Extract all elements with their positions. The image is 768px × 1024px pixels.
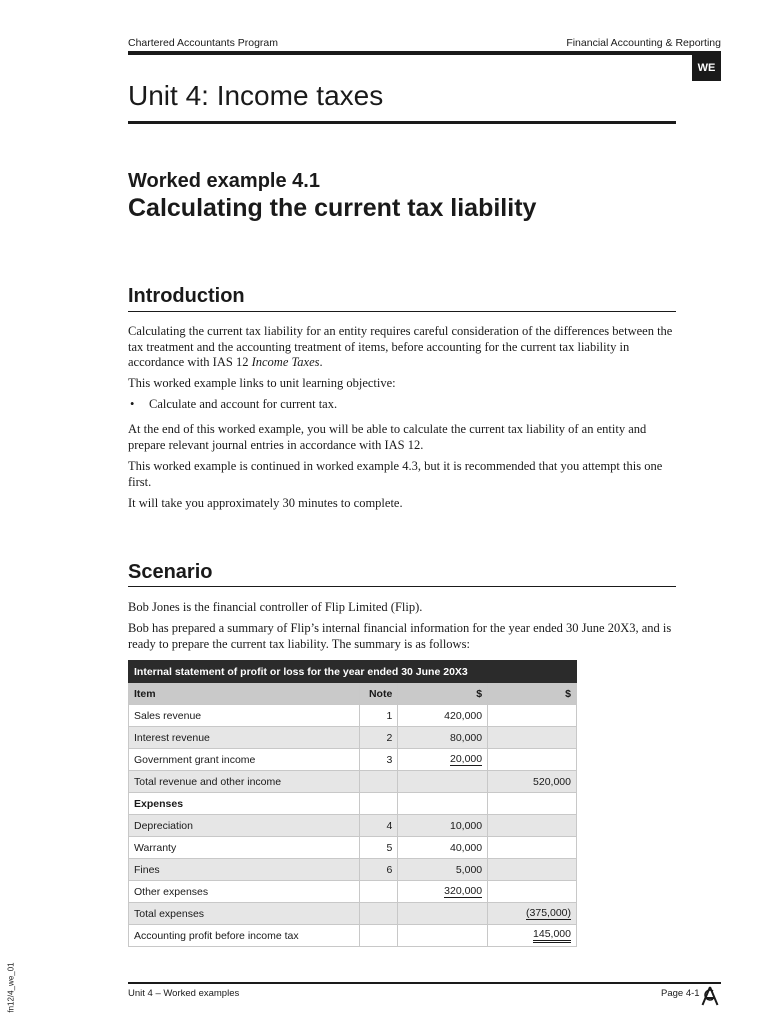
row-note: 3: [360, 749, 398, 771]
unit-title: Unit 4: Income taxes: [128, 80, 384, 111]
table-row: [129, 727, 577, 749]
row-amount: [398, 925, 488, 947]
row-note: [360, 925, 398, 947]
introduction-rule: [128, 311, 676, 312]
row-amount: 420,000: [398, 705, 488, 727]
table-row: [129, 771, 577, 793]
row-total: [488, 793, 577, 815]
row-total: [488, 727, 577, 749]
row-total: [488, 815, 577, 837]
row-item: Depreciation: [129, 815, 360, 837]
underlined-amount: 20,000: [450, 753, 483, 765]
underlined-amount: 320,000: [444, 885, 483, 897]
row-item: Expenses: [129, 793, 360, 815]
row-item: Other expenses: [129, 881, 360, 903]
row-amount: 80,000: [398, 727, 488, 749]
header-program: Chartered Accountants Program: [128, 37, 278, 49]
table-row: [129, 859, 577, 881]
row-item: Interest revenue: [129, 727, 360, 749]
row-note: 5: [360, 837, 398, 859]
header-item: Item: [129, 683, 360, 705]
row-amount: 10,000: [398, 815, 488, 837]
table-row: [129, 925, 577, 947]
row-total: [488, 881, 577, 903]
row-note: [360, 881, 398, 903]
header-amount: $: [398, 683, 488, 705]
table-row: [129, 815, 577, 837]
row-item: Accounting profit before income tax: [129, 925, 360, 947]
header-total: $: [488, 683, 577, 705]
row-note: [360, 793, 398, 815]
row-total: [488, 925, 577, 947]
table-row: [129, 749, 577, 771]
intro-paragraph-4: This worked example is continued in worked example 4.3, but it is recommended that you attempt this one first.: [128, 459, 663, 489]
row-note: 1: [360, 705, 398, 727]
table-row: [129, 837, 577, 859]
table-row: [129, 793, 577, 815]
row-total: 520,000: [488, 771, 577, 793]
row-item: Total revenue and other income: [129, 771, 360, 793]
header-note: Note: [360, 683, 398, 705]
table-row: [129, 881, 577, 903]
row-amount: [398, 903, 488, 925]
row-total: [488, 749, 577, 771]
worked-example-label: Worked example 4.1: [128, 170, 320, 192]
introduction-heading: Introduction: [128, 285, 245, 307]
header-rule: [128, 51, 721, 55]
learning-objective: Calculate and account for current tax.: [149, 397, 338, 411]
intro-paragraph-2: This worked example links to unit learning objective:: [128, 376, 396, 390]
table-row: [129, 903, 577, 925]
row-item: Sales revenue: [129, 705, 360, 727]
scenario-paragraph-2: Bob has prepared a summary of Flip’s internal financial information for the year ended 30 June 20X3, and is ready to prepare the current tax liability. The summary is as follows:: [128, 621, 672, 651]
footer-page-number: Page 4-1: [661, 988, 700, 999]
footer-unit: Unit 4 – Worked examples: [128, 988, 240, 999]
profit-loss-table: [128, 660, 577, 947]
row-note: 2: [360, 727, 398, 749]
row-amount: [398, 771, 488, 793]
row-total: [488, 859, 577, 881]
header-subject: Financial Accounting & Reporting: [566, 37, 721, 49]
double-underlined-total: 145,000: [533, 928, 571, 943]
scenario-paragraph-1: Bob Jones is the financial controller of Flip Limited (Flip).: [128, 600, 423, 614]
underlined-total: (375,000): [526, 907, 571, 919]
table-header-row: [129, 683, 577, 705]
row-item: Government grant income: [129, 749, 360, 771]
row-item: Warranty: [129, 837, 360, 859]
footer-rule: [128, 982, 721, 984]
row-item: Fines: [129, 859, 360, 881]
row-note: 4: [360, 815, 398, 837]
intro-paragraph-1: Calculating the current tax liability for an entity requires careful consideration of the differences between the tax treatment and the accounting treatment of items, before accounting for the current tax liability in accordance with IAS 12 Income Taxes.: [128, 324, 673, 369]
table-caption: Internal statement of profit or loss for the year ended 30 June 20X3: [129, 661, 577, 683]
row-note: 6: [360, 859, 398, 881]
bullet-icon: •: [130, 397, 135, 411]
worked-example-title: Calculating the current tax liability: [128, 194, 537, 222]
scenario-heading: Scenario: [128, 561, 213, 583]
row-note: [360, 771, 398, 793]
row-item: Total expenses: [129, 903, 360, 925]
row-note: [360, 903, 398, 925]
scenario-rule: [128, 586, 676, 587]
row-amount: [398, 793, 488, 815]
row-amount: 5,000: [398, 859, 488, 881]
row-total: [488, 903, 577, 925]
intro-paragraph-5: It will take you approximately 30 minutes to complete.: [128, 496, 403, 510]
intro-paragraph-3: At the end of this worked example, you will be able to calculate the current tax liability of an entity and prepare relevant journal entries in accordance with IAS 12.: [128, 422, 647, 452]
worked-example-badge: WE: [692, 54, 721, 81]
title-rule: [128, 121, 676, 124]
row-total: [488, 705, 577, 727]
row-total: [488, 837, 577, 859]
row-amount: [398, 749, 488, 771]
row-amount: [398, 881, 488, 903]
table-caption-row: [129, 661, 577, 683]
document-code: fn12/4_we_01: [6, 962, 16, 1013]
table-row: [129, 705, 577, 727]
ca-logo-icon: [701, 985, 719, 1007]
row-amount: 40,000: [398, 837, 488, 859]
